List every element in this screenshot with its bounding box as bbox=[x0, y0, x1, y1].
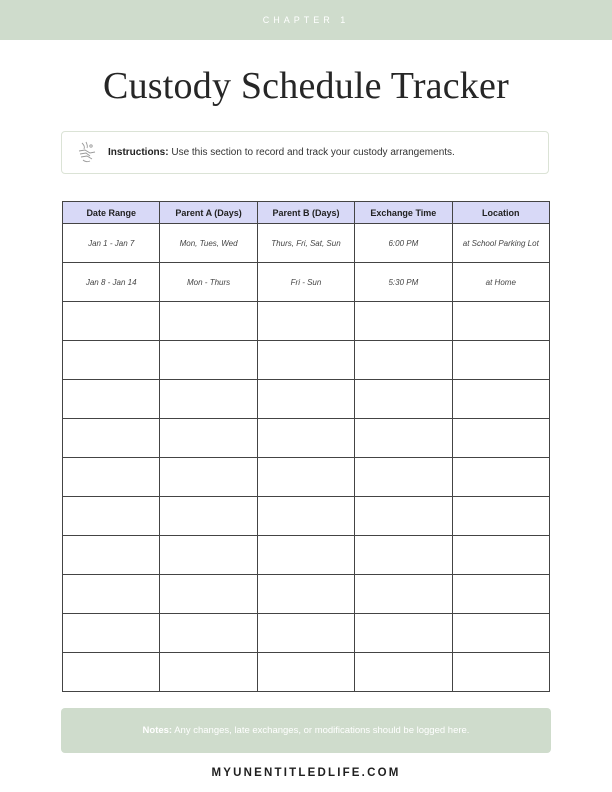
table-cell[interactable] bbox=[63, 341, 160, 380]
table-cell[interactable]: Mon, Tues, Wed bbox=[160, 224, 257, 263]
table-cell[interactable] bbox=[160, 653, 257, 692]
table-cell[interactable]: at School Parking Lot bbox=[452, 224, 549, 263]
table-cell[interactable] bbox=[257, 419, 354, 458]
page-title: Custody Schedule Tracker bbox=[103, 65, 509, 107]
table-cell[interactable]: Jan 1 - Jan 7 bbox=[63, 224, 160, 263]
table-cell[interactable] bbox=[355, 497, 452, 536]
table-row bbox=[63, 341, 550, 380]
table-cell[interactable] bbox=[355, 575, 452, 614]
table-row bbox=[63, 653, 550, 692]
table-cell[interactable] bbox=[355, 380, 452, 419]
instructions-label: Instructions: bbox=[108, 147, 169, 158]
table-cell[interactable] bbox=[355, 419, 452, 458]
custody-table bbox=[62, 201, 550, 692]
notes-box bbox=[61, 708, 551, 753]
table-cell[interactable] bbox=[63, 575, 160, 614]
table-row bbox=[63, 380, 550, 419]
column-header: Parent B (Days) bbox=[257, 202, 354, 224]
notes-label: Notes: bbox=[142, 725, 173, 736]
table-cell[interactable] bbox=[160, 380, 257, 419]
table-cell[interactable] bbox=[452, 419, 549, 458]
table-cell[interactable] bbox=[257, 653, 354, 692]
chapter-band bbox=[0, 0, 612, 40]
instructions-box bbox=[61, 131, 549, 174]
table-cell[interactable] bbox=[257, 380, 354, 419]
notes-text bbox=[143, 725, 470, 736]
table-cell[interactable] bbox=[452, 302, 549, 341]
table-cell[interactable]: Fri - Sun bbox=[257, 263, 354, 302]
table-cell[interactable] bbox=[160, 458, 257, 497]
table-cell[interactable] bbox=[355, 536, 452, 575]
table-cell[interactable] bbox=[63, 497, 160, 536]
table-cell[interactable] bbox=[257, 458, 354, 497]
table-cell[interactable] bbox=[452, 458, 549, 497]
table-cell[interactable] bbox=[452, 614, 549, 653]
handshake-line-icon bbox=[76, 140, 98, 166]
table-cell[interactable] bbox=[452, 341, 549, 380]
table-cell[interactable] bbox=[257, 536, 354, 575]
table-cell[interactable]: Mon - Thurs bbox=[160, 263, 257, 302]
table-cell[interactable] bbox=[63, 380, 160, 419]
column-header: Date Range bbox=[63, 202, 160, 224]
table-cell[interactable] bbox=[257, 341, 354, 380]
table-header-row bbox=[63, 202, 550, 224]
footer-site: MYUNENTITLEDLIFE.COM bbox=[211, 767, 401, 779]
chapter-label: CHAPTER 1 bbox=[262, 15, 350, 25]
notes-body: Any changes, late exchanges, or modifications should be logged here. bbox=[174, 725, 470, 736]
table-cell[interactable]: 6:00 PM bbox=[355, 224, 452, 263]
table-cell[interactable] bbox=[452, 536, 549, 575]
table-cell[interactable] bbox=[160, 497, 257, 536]
table-cell[interactable] bbox=[257, 497, 354, 536]
table-cell[interactable] bbox=[355, 341, 452, 380]
table-row bbox=[63, 497, 550, 536]
table-cell[interactable] bbox=[63, 419, 160, 458]
column-header: Parent A (Days) bbox=[160, 202, 257, 224]
table-cell[interactable] bbox=[452, 497, 549, 536]
table-cell[interactable] bbox=[355, 302, 452, 341]
table-cell[interactable] bbox=[63, 302, 160, 341]
column-header: Exchange Time bbox=[355, 202, 452, 224]
table-row bbox=[63, 302, 550, 341]
table-cell[interactable]: Jan 8 - Jan 14 bbox=[63, 263, 160, 302]
table-cell[interactable] bbox=[257, 614, 354, 653]
table-cell[interactable] bbox=[355, 458, 452, 497]
table-cell[interactable] bbox=[257, 302, 354, 341]
table-cell[interactable]: 5:30 PM bbox=[355, 263, 452, 302]
table-row bbox=[63, 419, 550, 458]
instructions-body: Use this section to record and track your custody arrangements. bbox=[171, 147, 455, 158]
table-cell[interactable] bbox=[452, 380, 549, 419]
table-row bbox=[63, 575, 550, 614]
table-cell[interactable] bbox=[63, 653, 160, 692]
table-cell[interactable] bbox=[452, 653, 549, 692]
table-cell[interactable] bbox=[355, 653, 452, 692]
table-cell[interactable] bbox=[63, 614, 160, 653]
table-cell[interactable] bbox=[160, 536, 257, 575]
table-row bbox=[63, 263, 550, 302]
instructions-text bbox=[108, 147, 455, 158]
table-row bbox=[63, 614, 550, 653]
table-cell[interactable] bbox=[63, 536, 160, 575]
table-cell[interactable] bbox=[63, 458, 160, 497]
table-row bbox=[63, 224, 550, 263]
table-cell[interactable]: at Home bbox=[452, 263, 549, 302]
table-cell[interactable] bbox=[452, 575, 549, 614]
table-cell[interactable]: Thurs, Fri, Sat, Sun bbox=[257, 224, 354, 263]
table-cell[interactable] bbox=[160, 341, 257, 380]
table-cell[interactable] bbox=[257, 575, 354, 614]
table-cell[interactable] bbox=[160, 614, 257, 653]
table-cell[interactable] bbox=[355, 614, 452, 653]
table-row bbox=[63, 458, 550, 497]
column-header: Location bbox=[452, 202, 549, 224]
table-row bbox=[63, 536, 550, 575]
table-cell[interactable] bbox=[160, 302, 257, 341]
table-cell[interactable] bbox=[160, 575, 257, 614]
table-cell[interactable] bbox=[160, 419, 257, 458]
